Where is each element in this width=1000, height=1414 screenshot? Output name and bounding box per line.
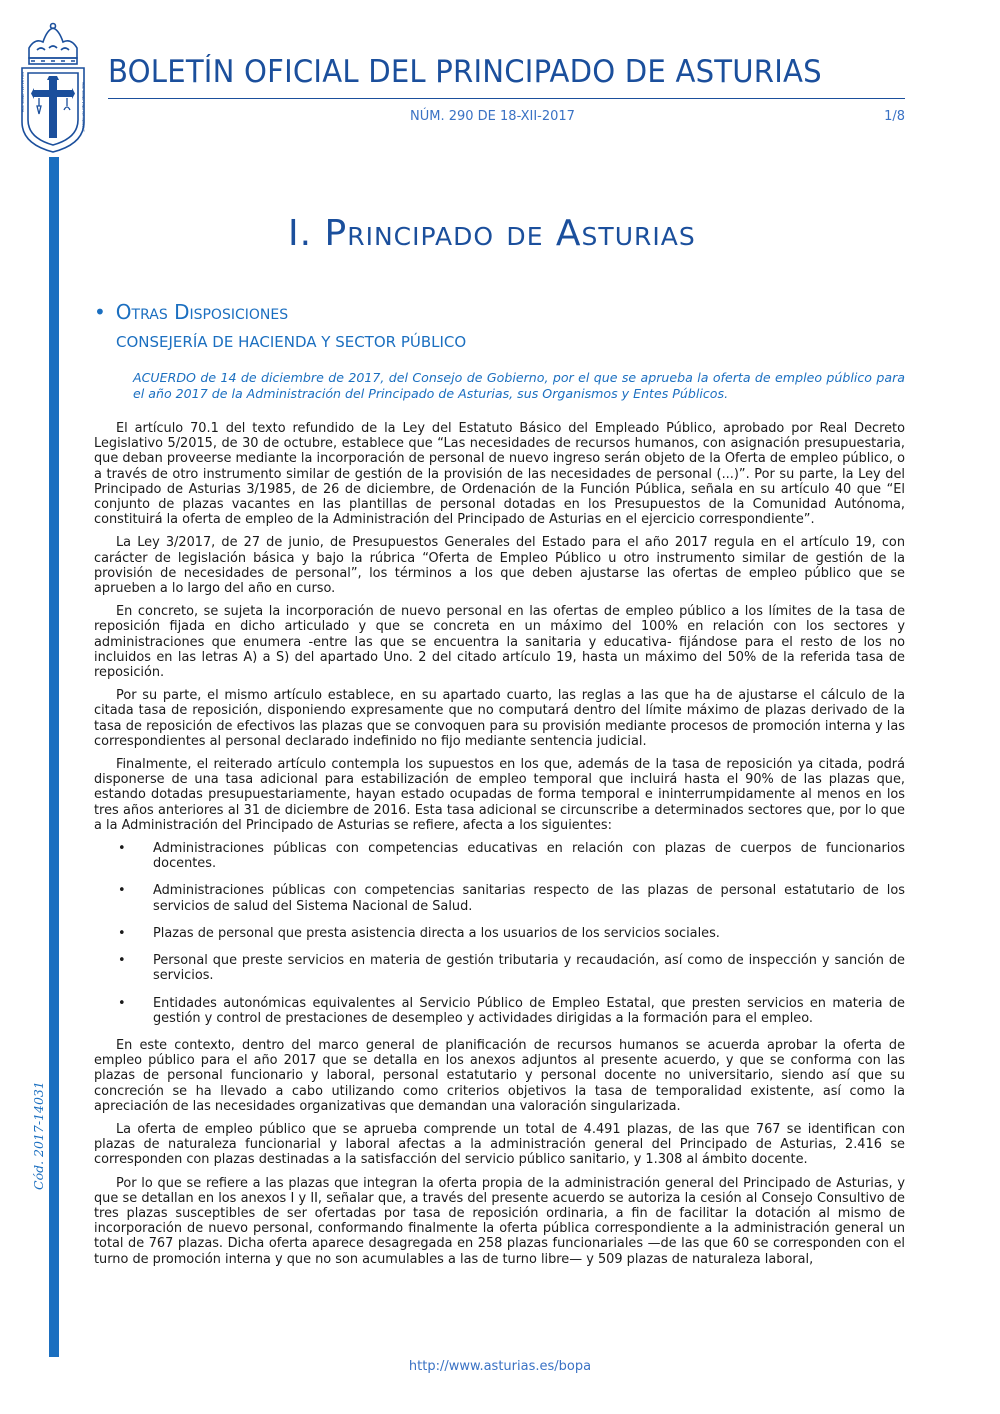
body-paragraph: En concreto, se sujeta la incorporación de nuevo personal en las ofertas de empleo público a los límites de la tasa de reposición fijada en dicho articulado y que se concreta en un máximo del 100% en relación con los sectores y administraciones que enumera -entre las que se encuentra la sanitaria y educativa- fijándose para el resto de los no incluidos en las letras A) a S) del apartado Uno. 2 del citado artículo 19, hasta un máximo del 50% de la referida tasa de reposición. (94, 604, 905, 681)
list-item: • Personal que preste servicios en materia de gestión tributaria y recaudación, así como de inspección y sanción de servicios. (94, 953, 905, 983)
list-item: • Administraciones públicas con competencias educativas en relación con plazas de cuerpos de funcionarios docentes. (94, 841, 905, 871)
bullet-icon: • (94, 300, 106, 324)
body-paragraph: Finalmente, el reiterado artículo contempla los supuestos en los que, además de la tasa de reposición ya citada, podrá disponerse de una tasa adicional para estabilización de empleo temporal que incluirá hasta el 90% de las plazas que, estando dotadas presupuestariamente, hayan estado ocupadas de forma temporal e ininterrumpidamente al menos en los tres años anteriores al 31 de diciembre de 2016. Esta tasa adicional se circunscribe a determinados sectores que, por lo que a la Administración del Principado de Asturias se refiere, afecta a los siguientes: (94, 757, 905, 833)
sector-list (94, 841, 905, 1026)
journal-title: BOLETÍN OFICIAL DEL PRINCIPADO DE ASTURIAS (108, 54, 822, 90)
list-item: • Plazas de personal que presta asistencia directa a los usuarios de los servicios sociales. (94, 926, 905, 941)
body-paragraph: La oferta de empleo público que se aprueba comprende un total de 4.491 plazas, de las que 767 se identifican con plazas de naturaleza funcionarial y laboral afectas a la administración general del Principado de Asturias, 2.416 se corresponden con plazas destinadas a la satisfacción del servicio público sanitario, y 1.308 al ámbito docente. (94, 1121, 905, 1168)
subsection-heading (94, 300, 288, 324)
svg-text:HOC SIGNO VINCITVR INIMICVS: HOC SIGNO VINCITVR INIMICVS (81, 82, 85, 132)
document-code-text: Cód. 2017-14031 (31, 1081, 46, 1190)
svg-text:HOC SIGNO TVETVR PIVS: HOC SIGNO TVETVR PIVS (21, 71, 25, 112)
ministry-heading: CONSEJERÍA DE HACIENDA Y SECTOR PÚBLICO (116, 333, 467, 351)
issue-number: NÚM. 290 DE 18-XII-2017 (410, 109, 575, 124)
asturias-crest-logo (17, 20, 89, 155)
header-divider (108, 98, 905, 99)
body-paragraph: El artículo 70.1 del texto refundido de la Ley del Estatuto Básico del Empleado Público, aprobado por Real Decreto Legislativo 5/2015, de 30 de octubre, establece que “Las necesidades de recursos humanos, con asignación presupuestaria, que deban proveerse mediante la incorporación de personal de nuevo ingreso serán objeto de la Oferta de empleo público, o a través de otro instrumento similar de gestión de la provisión de las necesidades de personal (...)”. Por su parte, la Ley del Principado de Asturias 3/1985, de 26 de diciembre, de Ordenación de la Función Pública, señala en su artículo 40 que “El conjunto de plazas vacantes en las plantillas de personal dotadas en los Presupuestos de la Comunidad Autónoma, constituirá la oferta de empleo de la Administración del Principado de Asturias en el ejercicio correspondiente”. (94, 421, 905, 528)
document-body (94, 421, 905, 1275)
side-margin-bar (49, 157, 59, 1357)
list-item: • Entidades autonómicas equivalentes al Servicio Público de Empleo Estatal, que presten servicios en materia de gestión y control de prestaciones de desempleo y actividades dirigidas a la formación para el empleo. (94, 996, 905, 1026)
agreement-title: ACUERDO de 14 de diciembre de 2017, del Consejo de Gobierno, por el que se aprueba la oferta de empleo público para el año 2017 de la Administración del Principado de Asturias, sus Organismos y Entes Públicos. (133, 370, 905, 401)
body-paragraph: Por su parte, el mismo artículo establece, en su apartado cuarto, las reglas a las que ha de ajustarse el cálculo de la citada tasa de reposición, disponiendo expresamente que no computará dentro del límite máximo de plazas derivado de la tasa de reposición de efectivos las plazas que se convoquen para su provisión mediante procesos de promoción interna y las correspondientes al personal declarado indefinido no fijo mediante sentencia judicial. (94, 688, 905, 749)
body-paragraph: Por lo que se refiere a las plazas que integran la oferta propia de la administración general del Principado de Asturias, y que se detallan en los anexos I y II, señalar que, a través del presente acuerdo se autoriza la cesión al Consejo Consultivo de tres plazas susceptibles de ser ofertadas por tasa de reposición ordinaria, a fin de facilitar la dotación al mismo de incorporación de nuevo personal, conformando finalmente la oferta pública correspondiente a la administración general un total de 767 plazas. Dicha oferta aparece desagregada en 258 plazas funcionariales —de las que 60 se corresponden con el turno de promoción interna y que no son acumulables a las de turno libre— y 509 plazas de naturaleza laboral, (94, 1175, 905, 1267)
section-title: I. Principado de Asturias (288, 213, 696, 254)
body-paragraph: La Ley 3/2017, de 27 de junio, de Presupuestos Generales del Estado para el año 2017 regula en el artículo 19, con carácter de legislación básica y bajo la rúbrica “Oferta de Empleo Público u otro instrumento similar de gestión de la provisión de necesidades de personal”, los términos a los que deben ajustarse las ofertas de empleo público que se aprueben a lo largo del año en curso. (94, 535, 905, 597)
list-item: • Administraciones públicas con competencias sanitarias respecto de las plazas de personal estatutario de los servicios de salud del Sistema Nacional de Salud. (94, 883, 905, 913)
footer-link[interactable]: http://www.asturias.es/bopa (408, 1359, 592, 1374)
subsection-label: Otras Disposiciones (115, 300, 289, 324)
body-paragraph: En este contexto, dentro del marco general de planificación de recursos humanos se acuerda aprobar la oferta de empleo público para el año 2017 que se detalla en los anexos adjuntos al presente acuerdo, y que se conforma con las plazas de personal funcionario y laboral, personal estatutario y personal docente no universitario, siendo así que su concreción se ha llevado a cabo utilizando como criterios objetivos la tasa de temporalidad existente, así como la apreciación de las necesidades organizativas que demandan una valoración singularizada. (94, 1037, 905, 1114)
page-indicator: 1/8 (884, 109, 905, 124)
